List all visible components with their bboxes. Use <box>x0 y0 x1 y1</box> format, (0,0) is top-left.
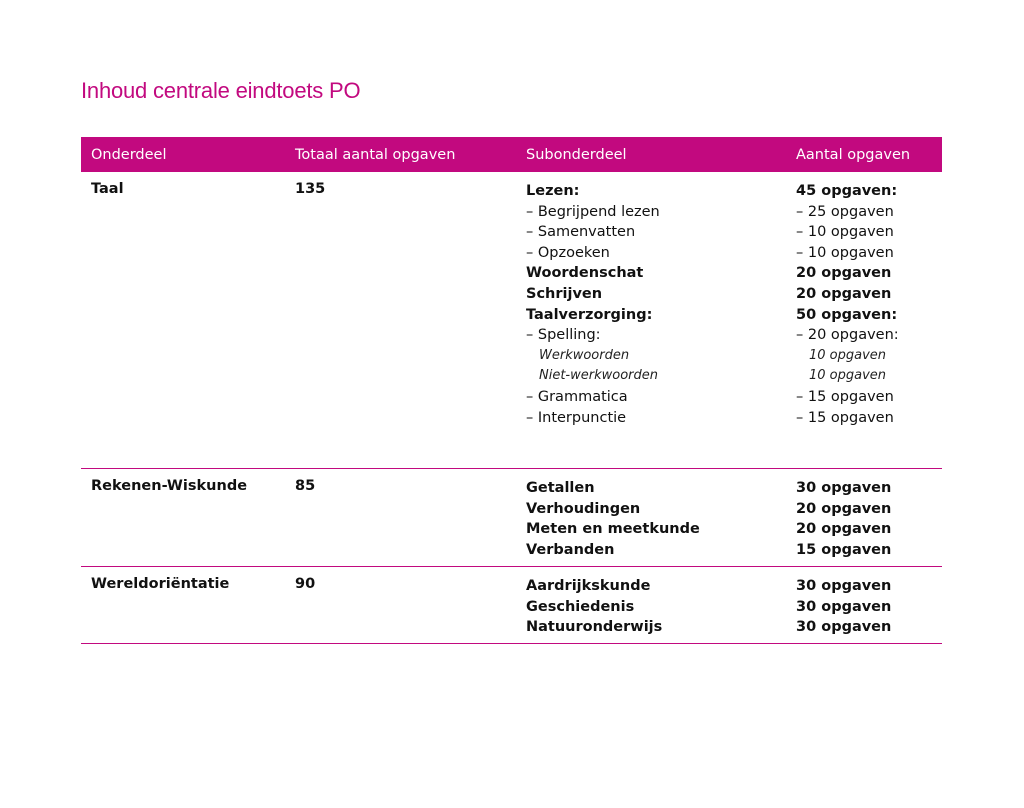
list-item: – 20 opgaven: <box>796 327 899 344</box>
totaal-cell: 135 <box>295 181 326 197</box>
page-title: Inhoud centrale eindtoets PO <box>81 78 361 103</box>
list-item: 30 opgaven <box>796 578 892 594</box>
aantal-list <box>796 181 899 428</box>
list-item: – Grammatica <box>526 388 628 405</box>
table-row <box>81 567 942 644</box>
list-item: Getallen <box>526 480 595 496</box>
subonderdeel-list <box>526 181 660 428</box>
list-item: Verhoudingen <box>526 500 641 517</box>
onderdeel-cell: Rekenen-Wiskunde <box>91 478 248 494</box>
list-item: 30 opgaven <box>796 480 892 496</box>
list-item: 10 opgaven <box>809 368 887 384</box>
header-totaal: Totaal aantal opgaven <box>295 147 456 163</box>
header-subonderdeel: Subonderdeel <box>526 147 627 163</box>
list-item: 15 opgaven <box>796 541 892 558</box>
list-item: Verbanden <box>526 541 615 558</box>
eindtoets-table <box>81 137 942 644</box>
subonderdeel-list <box>526 478 700 560</box>
list-item: 20 opgaven <box>796 500 892 517</box>
aantal-list <box>796 478 891 560</box>
list-item: Geschiedenis <box>526 598 635 615</box>
table-row <box>81 469 942 567</box>
list-item: – Opzoeken <box>526 244 610 261</box>
list-item: Woordenschat <box>526 265 644 282</box>
list-item: Natuuronderwijs <box>526 619 663 636</box>
list-item: Meten en meetkunde <box>526 521 700 538</box>
list-item: 20 opgaven <box>796 285 892 302</box>
list-item: 10 opgaven <box>809 347 887 363</box>
header-onderdeel: Onderdeel <box>91 147 167 163</box>
list-item: 50 opgaven: <box>796 306 898 323</box>
header-aantal: Aantal opgaven <box>796 147 911 163</box>
list-item: Aardrijkskunde <box>526 578 651 594</box>
list-item: 45 opgaven: <box>796 183 898 199</box>
list-item: – 15 opgaven <box>796 388 894 405</box>
list-item: – 10 opgaven <box>796 244 894 261</box>
list-item: Werkwoorden <box>539 347 630 363</box>
list-item: Taalverzorging: <box>526 306 653 323</box>
list-item: – 10 opgaven <box>796 224 894 241</box>
aantal-list <box>796 576 891 638</box>
list-item: 20 opgaven <box>796 265 892 282</box>
onderdeel-cell: Taal <box>91 181 124 197</box>
onderdeel-cell: Wereldoriëntatie <box>91 576 230 592</box>
list-item: 20 opgaven <box>796 521 892 538</box>
totaal-cell: 85 <box>295 478 316 494</box>
subonderdeel-list <box>526 576 662 638</box>
totaal-cell: 90 <box>295 576 316 592</box>
list-item: 30 opgaven <box>796 598 892 615</box>
list-item: Niet-werkwoorden <box>539 368 658 384</box>
list-item: 30 opgaven <box>796 619 892 636</box>
list-item: – Samenvatten <box>526 224 636 241</box>
list-item: – Interpunctie <box>526 409 627 426</box>
list-item: Lezen: <box>526 183 580 199</box>
list-item: Schrijven <box>526 285 603 302</box>
table-header-row <box>81 137 942 172</box>
list-item: – 15 opgaven <box>796 409 894 426</box>
list-item: – 25 opgaven <box>796 203 894 220</box>
list-item: – Begrijpend lezen <box>526 203 660 220</box>
list-item: – Spelling: <box>526 327 601 344</box>
table-row <box>81 172 942 469</box>
